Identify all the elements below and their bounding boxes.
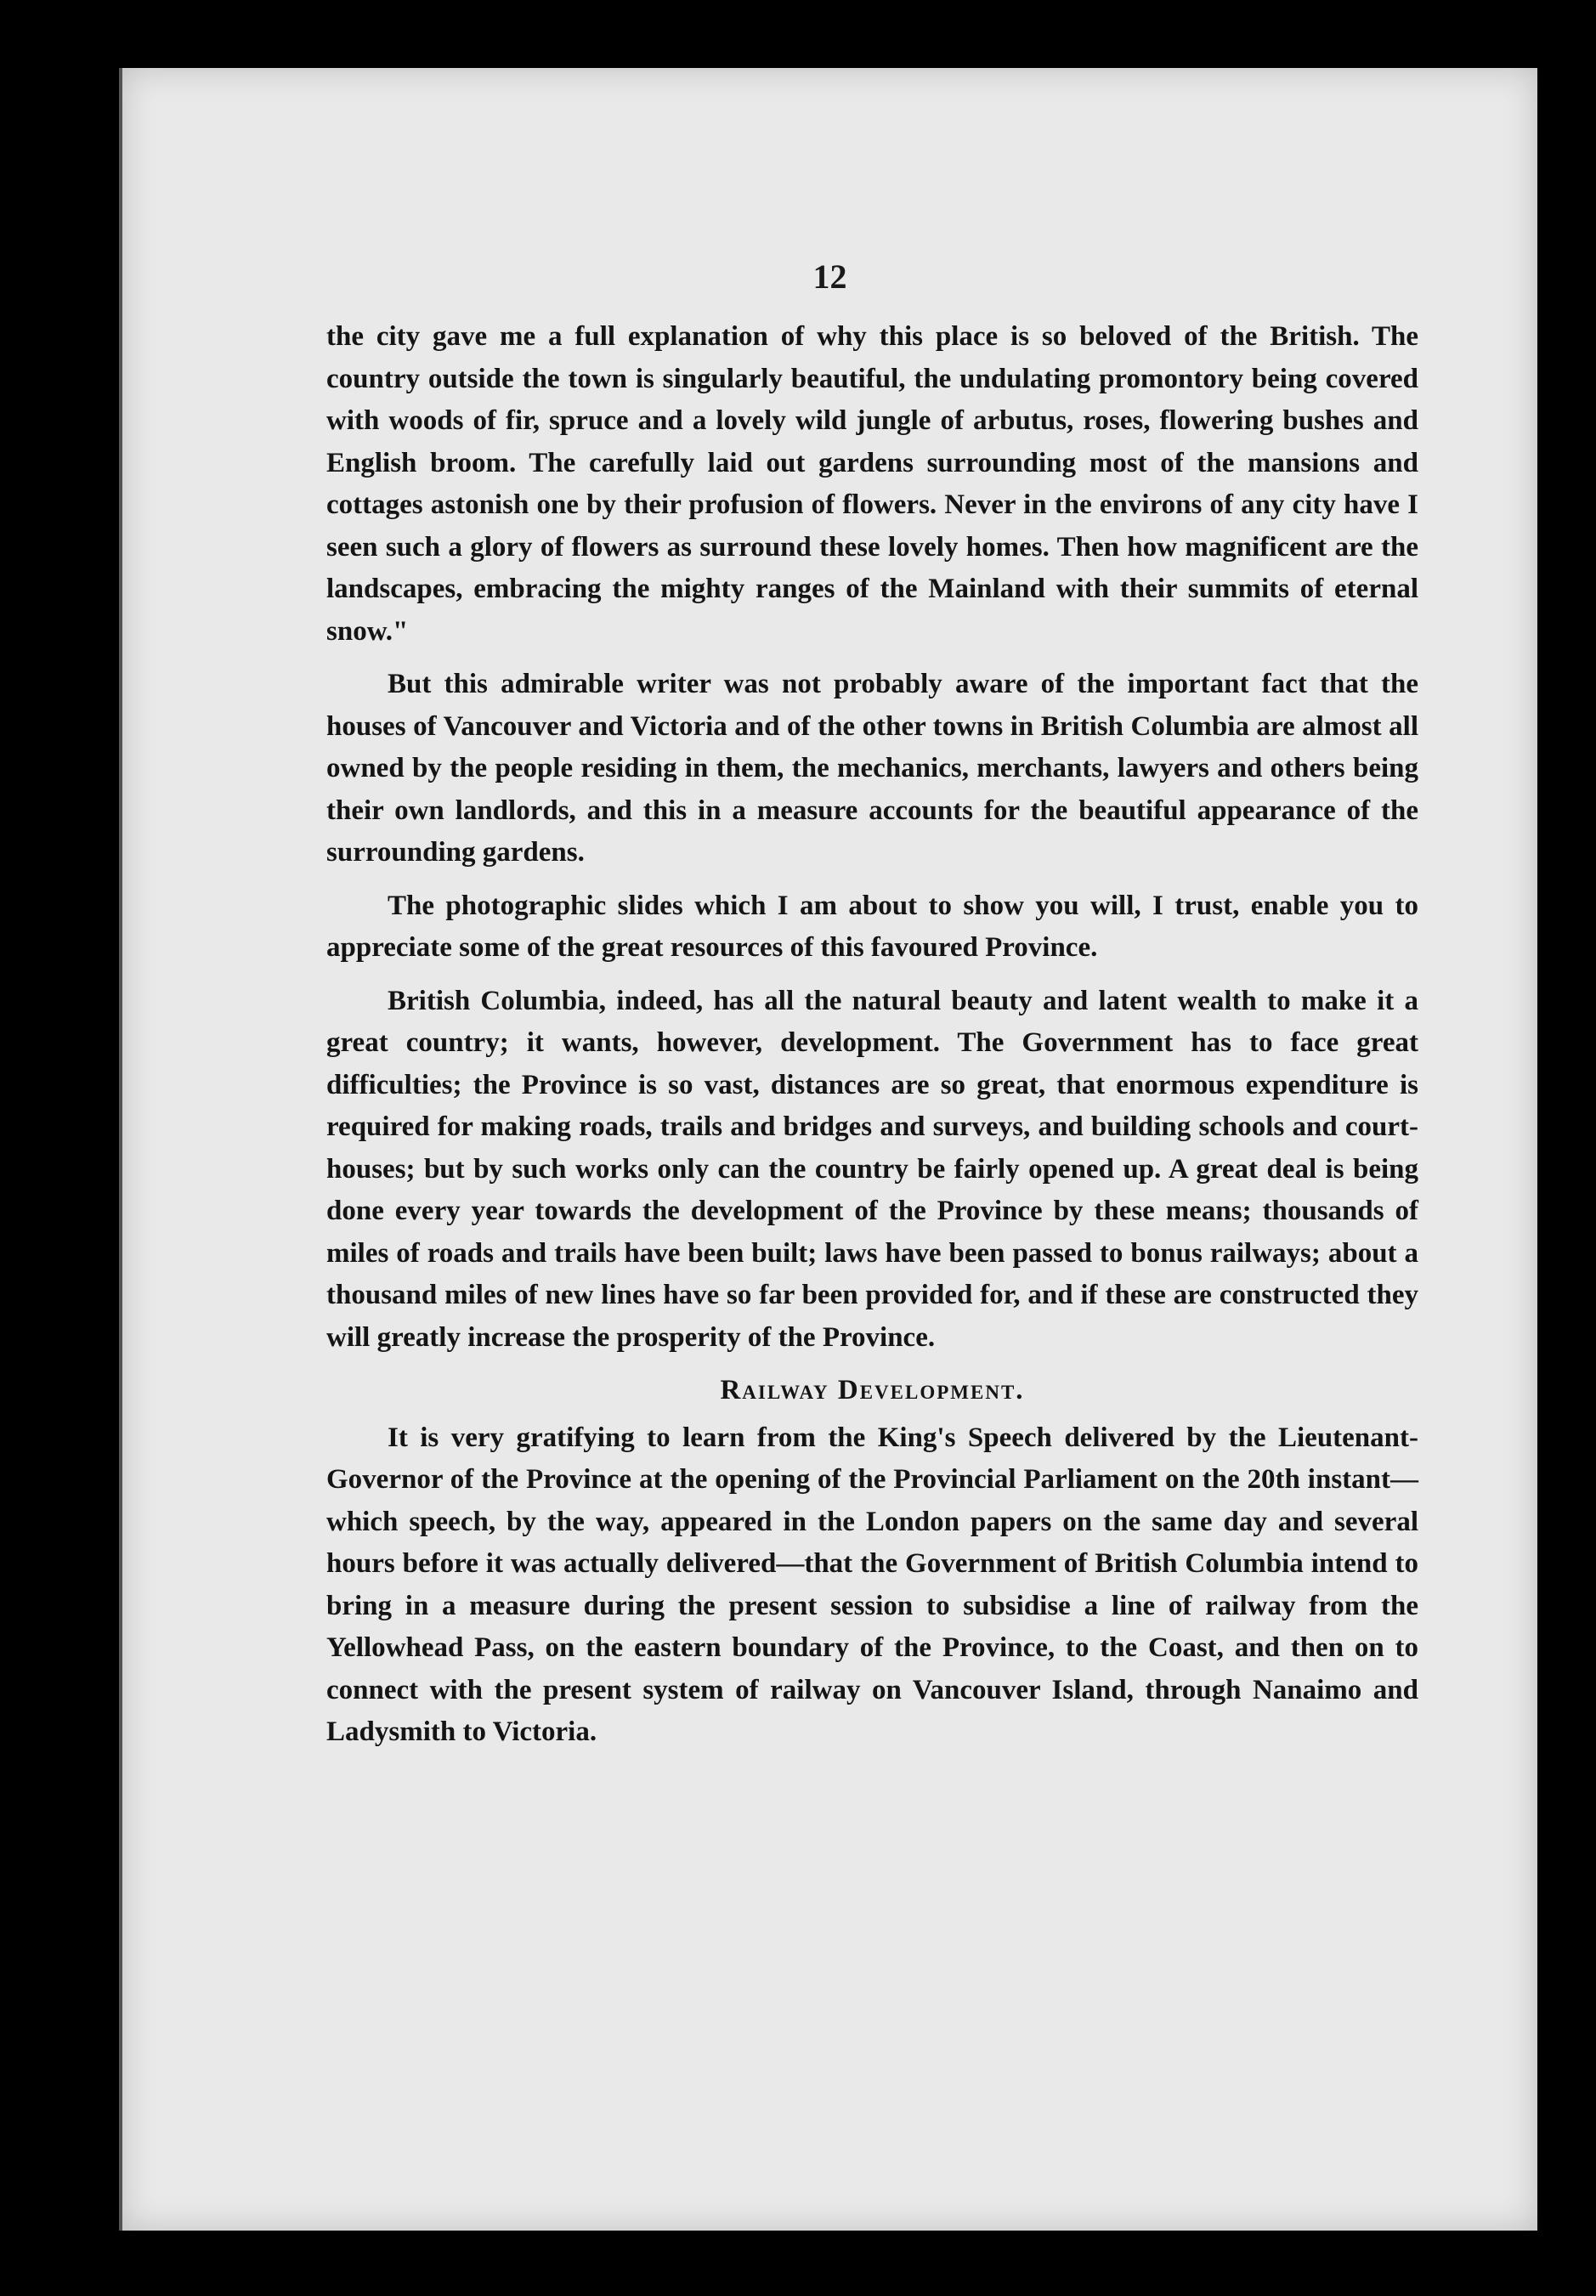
paragraph-continued: the city gave me a full explanation of why this place is so beloved of the British. The country outside the town is singularly beautiful, the undulating promontory being covered with woods of fir, spruce and a lovely wild jungle of arbutus, roses, flowering bushes and English broom. The carefully laid out gardens surrounding most of the mansions and cottages astonish one by their profusion of flowers. Never in the environs of any city have I seen such a glory of flowers as surround these lovely homes. Then how magnificent are the landscapes, embracing the mighty ranges of the Mainland with their summits of eternal snow." — [326, 321, 1418, 647]
paragraph-kings-speech: It is very gratifying to learn from the King's Speech delivered by the Lieutenant-Governor of the Province at the opening of the Provincial Parliament on the 20th instant—which speech, by the way, appeared in the London papers on the same day and several hours before it was actually delivered—that the Government of British Columbia intend to bring in a measure during the present session to subsidise a line of railway from the Yellowhead Pass, on the eastern boundary of the Province, to the Coast, and then on to connect with the present system of railway on Vancouver Island, through Nanaimo and Ladysmith to Victoria. — [326, 1422, 1418, 1747]
paragraph-writer-unaware: But this admirable writer was not probably aware of the important fact that the houses of Vancouver and Victoria and of the other towns in British Columbia are almost all owned by the people residing in them, the mechanics, merchants, lawyers and others being their own landlords, and this in a measure accounts for the beautiful appearance of the surrounding gardens. — [326, 669, 1418, 868]
section-heading: Railway Development. — [720, 1375, 1025, 1405]
page-number: 12 — [812, 257, 847, 296]
body-text — [326, 316, 1418, 1765]
paragraph-photographic-slides: The photographic slides which I am about to show you will, I trust, enable you to appreciate some of the great resources of this favoured Province. — [326, 890, 1418, 963]
paragraph-development: British Columbia, indeed, has all the natural beauty and latent wealth to make it a great country; it wants, however, development. The Government has to face great difficulties; the Province is so vast, distances are so great, that enormous expenditure is required for making roads, trails and bridges and surveys, and building schools and court-houses; but by such works only can the country be fairly opened up. A great deal is being done every year towards the development of the Province by these means; thousands of miles of roads and trails have been built; laws have been passed to bonus railways; about a thousand miles of new lines have so far been provided for, and if these are constructed they will greatly increase the prosperity of the Province. — [326, 985, 1418, 1353]
document-page — [119, 68, 1537, 2231]
